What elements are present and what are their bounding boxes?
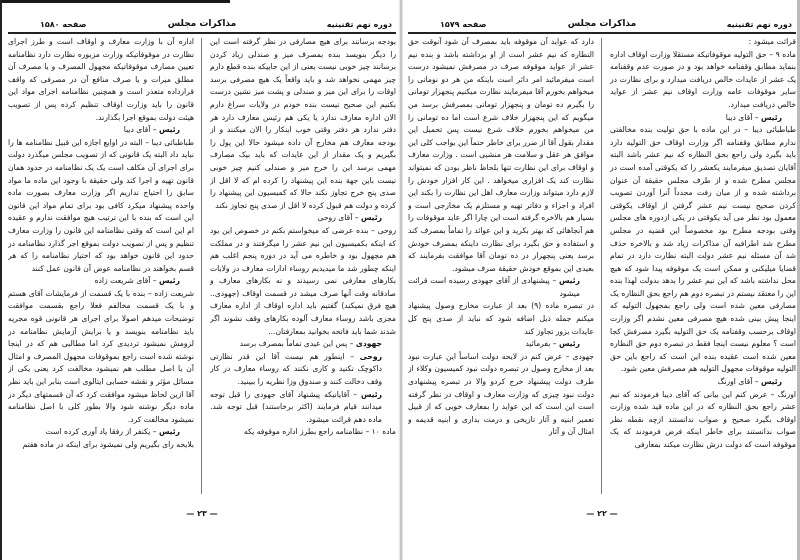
column-divider: [201, 38, 202, 494]
text-paragraph: جهودی – عرض کنم در لایحه دولت اساساً این عبارت نبود بعد از مخارج وصول در تبصره دولت نبود کمیسیون وکلاء از طرف دولت پیشنهاد خرج کردو والا در تبصره پیشنهادی دولت نبود چیزی که وزارت معارف و اوقاف در نظر گرفته است این است که این عواید را بمعارف خوبی که از قبیل تعمیر ابنیه و آثار تاریخی و درمت بداری و ابنیه قدیمه و امثال آن و آثار: [408, 351, 594, 437]
column-left: [8, 36, 194, 518]
speaker-paragraph: رئیس – آقای اورنگ: [717, 377, 782, 387]
speech-text: آقای روحی: [317, 213, 353, 223]
speaker-paragraph: رئیس – آقایانیکه پیشنهاد آقای جهودی را قبل توجه میدانند قیام فرمایند (اکثر برخاستند) قبل توجه شد. ماده دهم قرائت میشود.: [210, 389, 382, 424]
speaker-paragraph: رئیس – آقای شریعت زاده: [94, 276, 180, 286]
text-paragraph: در تبصره ماده (۹) بعد از عبارت مخارج وصول پیشنهاد میکنم جمله ذیل اضافه شود که نباید از صدی پنج کل عایدات بزور تجاوز کند: [408, 301, 594, 336]
column-right: [210, 36, 396, 518]
page-header: [8, 18, 396, 34]
speaker-name: رئیس: [158, 276, 180, 286]
column-left: [408, 36, 594, 518]
speaker-paragraph: رئیس – آقای دیبا: [123, 125, 180, 135]
column-divider: [601, 38, 602, 494]
speaker-name: رئیس: [760, 112, 782, 122]
speech-text: آقای اورنگ: [717, 377, 753, 387]
speaker-name: رئیس: [760, 377, 782, 387]
speaker-paragraph: رئیس – یکنفر از رفقا یاد آوری کرده است: [45, 427, 180, 437]
speaker-name: رئیس: [558, 339, 580, 349]
text-paragraph: بلایحه رای بگیریم ولی نمیشود برای اینکه در ماده هفتم: [22, 440, 194, 449]
speech-text: آقای دیبا: [725, 112, 753, 122]
left-page: [8, 18, 396, 518]
speaker-paragraph: رئیس – بفرمائید: [525, 339, 580, 349]
text-paragraph: بودجه برسانند برای هیچ مصارفی در نظر گرفته است این را دیگر بنویسد بنده بمصرف میز و صندلی زیاد کردن برسانند چیز خوبی نیست یعنی از این جاییکه بنده قطع دارم چیز مهمی نخواهد شد و باید واقعاً یک هیچ مصرفی برسد اوقات را برای این میز و صندلی و پشت میز نشین درست بکنیم این صحیح نیست بنده خودم در ولایات سراغ دارم الان اداره معارف ندارد یا یکی هم رئیس معارف دارد هر دفتر ندارد هر دفتر وقتی خوب اینکار را الان میکنند و از بودجه معارف هم مخارج آن داده میشود حالا این پول را بگیریم و یک مقدار از این عایدات که باید بیک مصارف مهمی برسد این را خرج میز و صندلی کنیم چیز خوبی نیست باین جهة بنده این پیشنهاد را کرده ام که لا اقل از صدی پنج خرج تجاوز نکند حالا که کمیسیون این پیشنهاد را کرده و دولت هم قبول کرده لا اقل از صدی پنج تجاوز نکند: [210, 37, 396, 210]
page-label: صفحه ۱۵۷۹: [440, 20, 487, 29]
session-label: دوره نهم تقنینیه: [726, 20, 792, 29]
page-number: — ۲۳ —: [186, 509, 218, 518]
speech-text: یکنفر از رفقا یاد آوری کرده است: [45, 427, 151, 437]
book-gutter: [398, 0, 404, 560]
text-paragraph: شریعت زاده – بنده با یک قسمت از فرمایشات آقای هستم و با یک قسمت مخالفم فعلا راجع بقسمت موافقت توضیحات میدهم اصولا برای اجرای هر قانونی قوه مجریه باید نظامنامه بنویسد و یا برایش آزمایش نظامنامه در لزومش نمیشود تردیدی کرد اما مطالبی هم که در اینجا نوشته شده است راجع بموقوفات مجهول المصرف و امثال آن یا اصل مطلب هم نمیشود مخالفت کرد یعنی یکی از مسائل مؤثر و نقشه حسابی ایتالوی است بنابر این باید نظر آقا ازین لحاظ میشود موافقت کرد که آن قسمتهای دیگر در ماده دیگر نوشته شود والا بطور کلی با اصل نظامنامه نمیشود مخالفت کرد.: [8, 288, 194, 424]
journal-title: مذاکرات مجلس: [167, 19, 237, 29]
speaker-paragraph: رئیس – آقای روحی: [317, 213, 382, 223]
right-page: [408, 18, 796, 518]
speech-text: پس این عیدی تماماً بمصرف برسد: [239, 339, 348, 349]
speech-text: آقای دیبا: [123, 125, 151, 135]
text-paragraph: اورنگ – عرض کنم این بیانی که آقای دیبا فرمودند که نیم عشر راجع بحق النظاره که در این ماده قید شده وزارت اوقاف بگیرد صحیح و صواب ندانستند ازچه نقطه نظر صواب ندانستند برای خاطر اینکه فرض فرمودند که یک موقوفه است که دولت درش نظارت میکند بمعارفی: [610, 389, 796, 449]
speech-text: بفرمائید: [525, 339, 551, 349]
speaker-name: رئیس: [360, 213, 382, 223]
page-number: — ۲۲ —: [586, 509, 618, 518]
speaker-paragraph: رئیس – آقای دیبا: [725, 112, 782, 122]
speaker-name: رئیس: [158, 125, 180, 135]
text-paragraph: ماده ۹ – حق التولیه موقوفاتیکه مستقلا وزارت اوقاف اداره بنماید مطابق وقفنامه خواهد بود و در صورت عدم وقفنامه یک عشر از عایدات خالص دریافت میدارد و برای نظارت در سایر موقوفات عامه وزارت اوقاف نیم عشر از عواید خالص دریافت میدارد.: [610, 49, 796, 109]
speaker-name: جهودی: [355, 339, 382, 349]
text-paragraph: ماده ۱۰ – نظامنامه راجع بطرز اداره موقوفه یکه: [243, 427, 396, 437]
page-header: [408, 18, 796, 34]
speech-text: پیشنهادی از آقای جهودی رسیده است قرائت میشود: [408, 276, 580, 298]
speaker-paragraph: روحی – اینطور هم نیست آقا این قدر نظارتی داکوچک نکنید و کاری نکنند که روساء معارف در کار وقف دخالت کنند و صندوق وزا نظریه را ببینید.: [210, 351, 382, 387]
speaker-name: رئیس: [158, 427, 180, 437]
speaker-paragraph: جهودی – پس این عیدی تماماً بمصرف برسد: [239, 339, 382, 349]
speaker-name: روحی: [359, 351, 382, 361]
text-columns: [408, 36, 796, 518]
session-label: دوره نهم تقنینیه: [326, 20, 392, 29]
speaker-paragraph: رئیس – پیشنهادی از آقای جهودی رسیده است قرائت میشود: [408, 276, 581, 298]
text-paragraph: قرائت میشود :: [748, 37, 796, 46]
scan-edge-left: [0, 0, 2, 560]
speech-text: اینطور هم نیست آقا این قدر نظارتی داکوچک نکنید و کاری نکنند که روساء معارف در کار وقف دخالت کنند و صندوق وزا نظریه را ببینید.: [210, 351, 382, 387]
column-right: [610, 36, 796, 518]
text-paragraph: طباطبائی دیبا – در این ماده با حق تولیت بنده مخالفتی ندارم مطابق وقفنامه اگر وزارت اوقاف حق التولیه دارد باید بگیرد ولی راجع بحق النظاره که نیم عشر باشد البته آقایان تصدیق میفرمایند یکعشر را که یکوقتی آمده است در مجلس مطرح شده و از طرف مجلس حقیقة آن عنوان برداشته شده و از میان رفت مجدداً آنرا آوردن تصویب کردن صحیح نیست نیم عشر گرفتن از اوقاف یکوقتی معمول بود نظر می آید یکوقتی در یکی ازدوره های مجلس وقتی بودجه مطرح بود مخصوصاً این قضیه در مجلس مطرح شد اطرافیه آن مذاکرات زیاد شد و بالاخره حذف شد آن مسئله نیم عشر دولت البته نظارت دارد در تمام قضایا میلیکنی و ممکن است یک موقوفه پیدا شود که هیچ محل نداشته باشد که این نیم عشر را بدهد بدولت لهذا بنده این را معتقد نیستم در تبصره دوم هم راجع بحق النظاره یک مصارفی معین شده است ولی راجع بمجهول التولیه که اینجا پیش بینی شده هیچ مصرفی معین نشدم اگر وزارت اوقاف برحسب وقفنامه یک حق التولیه بگیرد مصرفش کجا است ؟ معلوم نیست اینجا فقط در تبصره دوم حق النظاره معین شده است عقیده بنده این است که راجع باین حق التولیه موقوفات مجهول التولیه هم مصرفش معین شود.: [610, 125, 796, 374]
text-paragraph: اداره آن با وزارت معارف و اوقاف است و طرز اجرای نظارت در موقوفاتیکه وزارت مزبوره نظارت دارد نظامنامه تعیین مصارف موقوفاتیکه مجهول المصرف و یا مصرف آن مطلق میرات و یا صرف منافع آن در مصرفی که واقف قرارداده متعذر است و همچنین نظامنامه اجرای مواد این قانون را باید وزارت اوقاف تنظیم کرده پس از تصویب هیئت دولت بموقع اجرا بگذارند.: [8, 37, 194, 122]
speech-text: آقایانیکه پیشنهاد آقای جهودی را قبل توجه میدانند قیام فرمایند (اکثر برخاستند) قبل توجه شد. ماده دهم قرائت میشود.: [210, 389, 382, 424]
text-paragraph: دارد که عواید آن موقوفه باید بمصرف آن شود آنوقت حق النظاره که نیم عشر است از او برداشته باشد و بنده نیم عشر از عواید موقوفه صرف در مصرفش نمیشود درست است میفرمائید امر دائر است باینکه من هر دو نوماتی را میخواهم بخورم آقا میفرمایند نظارت میکنیم پنجهزار تومانی را بگیرم ده تومان و پنجهزار تومانی بمصرفش برسد من میگویم که این پنجهزار خلاف شرع است اما ده تومانی را من میخواهم بخورم خلاف شرع نیست پس تحمیل این مقدار بقول آقا از ضرر برای خاطر حتماً این بواجب کلی این موافق هر عقل و سلامت هر منشیی است . وزارت معارف و اوقاف برای این نظارت تنها بلحاظ ناظر بودن که نمیتواند نظارت کند یک افزاری میخواهد . این کار افزار خودش را لازم دارد میتواند وزارت معارف اهل این نظارت را بکند این افراد و اجزاء و دفاتر تهیه و مستلزم یک مخارجی است و بسیار هم بالاخره گرفته است این چارا اگر عاید موقوفات را هم آنجاهائی که بهتر بکرید و این عوائد را تماماً بمصرف کند و استفاده و حق بگیرد برای نظارت داینکه بمصرف خودش برسد یعنی پنجهزار در ده تومان آقا موافقت بفرمایند که بعیدی این بموقع خودش حقیقة صرف میشود.: [408, 37, 594, 273]
speaker-name: رئیس: [558, 276, 581, 286]
speech-text: آقای شریعت زاده: [94, 276, 151, 286]
text-columns: [8, 36, 396, 518]
text-paragraph: روحی – بنده عرضی که میخواستم بکنم در خصوص این بود که اینکه بکمیسیون این نیم عشر را میگرفتند و در مملکت هم مجهول بود و خاطره می آید در دوره پنجم اغلب هم اینکه چطور شد ما میدیدیم روساء ادارات معارف در ولایات بکارهای معارفی نمی رسیدند و نه بکارهای معارف و صادقانه وقت آنها صرف میشد در قسمت اوقاف (جهودی.. هیچ فرق نمیکند) گفتیم باید اداره اوقاف از اداره معارف مجزی باشد روساء معارف آلوده بکارهای وقف نشوند اگر شدند شما باید فاتحه بخوانید بمعارفتان...: [210, 225, 396, 336]
speaker-name: رئیس: [360, 389, 382, 399]
page-label: صفحه ۱۵۸۰: [40, 20, 87, 29]
scan-edge-top: [0, 0, 230, 3]
journal-title: مذاکرات مجلس: [567, 19, 637, 29]
text-paragraph: طباطبائی دیبا – البته در اوایع اجازه این قبیل نظامنامه ها را نباید داد البته یک قانونی که از تصویب مجلس میگذرد دولت برای اجرای آن مکلف است یک یک نظامنامه در حدود همان قانون تهیه و اجرا کند ولی حقیقة با وجود این ماده ما مواد سابق را احتیاج نداریم اگر وزارت معارف بصورت ماده واحده پیشنهاد میکرد کافی بود برای تمام مواد این قانون این است که بنده با این ترتیب هیچ موافقت ندارم و عقیده ام این است که وقتی نظامنامه این قانون را وزارت معارف تنظیم و پس از تصویب دولت بموقع اجر گذارد نظامنامه در حدود این قانون خواهد بود که اختیار نظامنامه را که هر قسم بخواهند در نظامنامه عوض آن قانون عمل کنند: [8, 137, 194, 273]
